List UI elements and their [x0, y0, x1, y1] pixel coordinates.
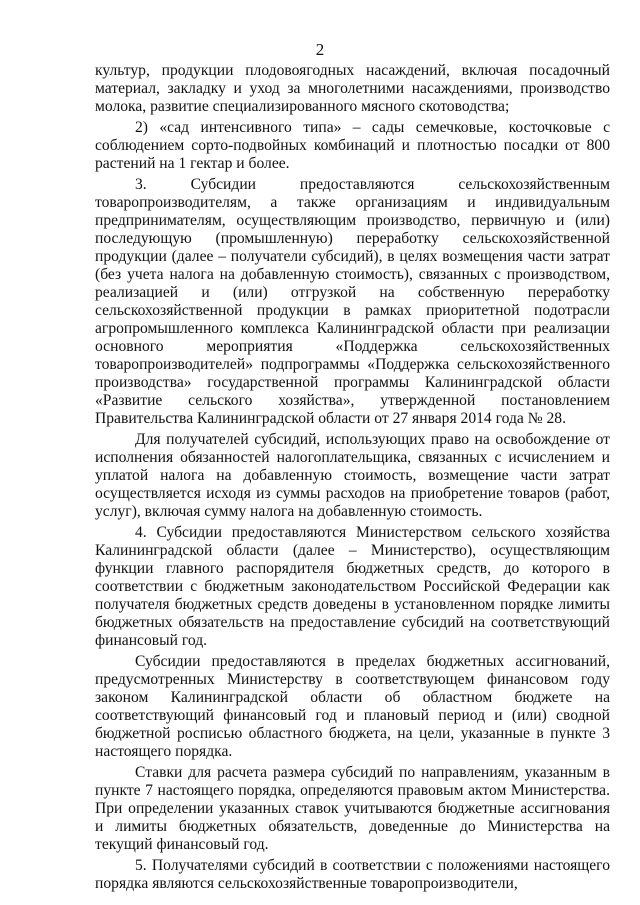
paragraph-continuation: культур, продукции плодовоягодных насаждений, включая посадочный материал, закладку и уход за многолетними насаждениями, производство молока, развитие специализированного мясного скотоводства;	[95, 62, 610, 115]
paragraph-rates: Ставки для расчета размера субсидий по направлениям, указанным в пункте 7 настоящего порядка, определяются правовым актом Министерства. При определении указанных ставок учитываются бюджетные ассигнования и лимиты бюджетных обязательств, доведенные до Министерства на текущий финансовый год.	[95, 764, 610, 853]
paragraph-clause-5: 5. Получателями субсидий в соответствии с положениями настоящего порядка являются сельскохозяйственные товаропроизводители,	[95, 857, 610, 892]
paragraph-vat-exemption: Для получателей субсидий, использующих право на освобождение от исполнения обязанностей налогоплательщика, связанных с исчислением и уплатой налога на добавленную стоимость, возмещение части затрат осуществляется исходя из суммы расходов на приобретение товаров (работ, услуг), включая сумму налога на добавленную стоимость.	[95, 431, 610, 520]
paragraph-clause-3: 3. Субсидии предоставляются сельскохозяйственным товаропроизводителям, а также организациям и индивидуальным предпринимателям, осуществляющим производство, первичную и (или) последующую (промышленную) переработку сельскохозяйственной продукции (далее – получатели субсидий), в целях возмещения части затрат (без учета налога на добавленную стоимость), связанных с производством, реализацией и (или) отгрузкой на собственную переработку сельскохозяйственной продукции в рамках приоритетной подотрасли агропромышленного комплекса Калининградской области при реализации основного мероприятия «Поддержка сельскохозяйственных товаропроизводителей» подпрограммы «Поддержка сельскохозяйственного производства» государственной программы Калининградской области «Развитие сельского хозяйства», утвержденной постановлением Правительства Калининградской области от 27 января 2014 года № 28.	[95, 176, 610, 427]
paragraph-clause-4: 4. Субсидии предоставляются Министерством сельского хозяйства Калининградской области (далее – Министерство), осуществляющим функции главного распорядителя бюджетных средств, до которого в соответствии с бюджетным законодательством Российской Федерации как получателя бюджетных средств доведены в установленном порядке лимиты бюджетных обязательств на предоставление субсидий на соответствующий финансовый год.	[95, 524, 610, 649]
paragraph-item-2: 2) «сад интенсивного типа» – сады семечковые, косточковые с соблюдением сорто-подвойных комбинаций и плотностью посадки от 800 растений на 1 гектар и более.	[95, 119, 610, 172]
paragraph-budget-limits: Субсидии предоставляются в пределах бюджетных ассигнований, предусмотренных Министерству в соответствующем финансовом году законом Калининградской области об областном бюджете на соответствующий финансовый год и плановый период и (или) сводной бюджетной росписью областного бюджета, на цели, указанные в пункте 3 настоящего порядка.	[95, 653, 610, 760]
page-number: 2	[315, 40, 325, 59]
document-body	[95, 62, 610, 893]
